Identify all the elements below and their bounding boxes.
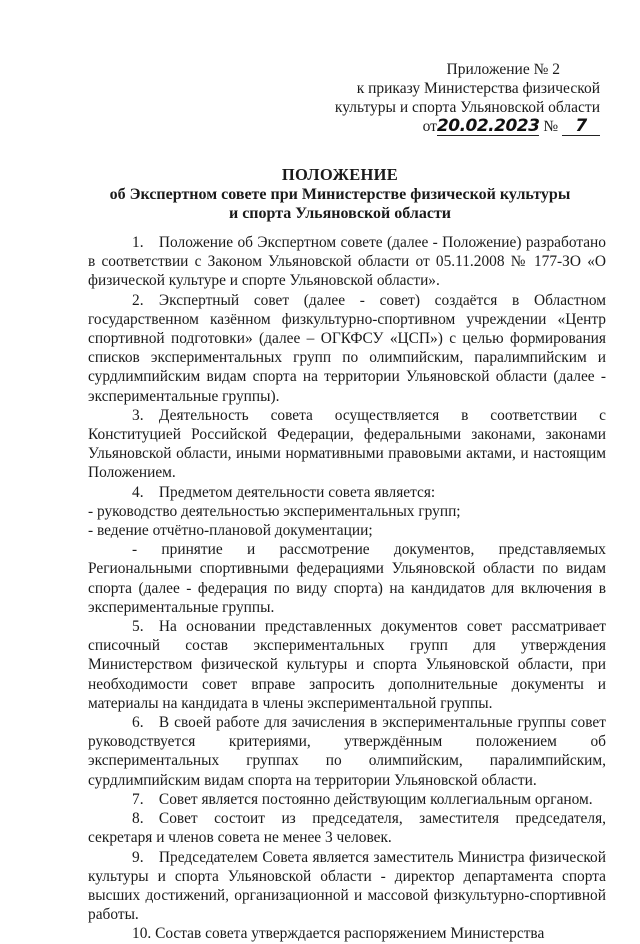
paragraph: 1. Положение об Экспертном совете (далее - Положение) разработано в соответствии с Законом Ульяновской области от 05.11.2008 № 177-ЗО «О физической культуре и спорте Ульяновской области». <box>88 234 606 290</box>
handwritten-number: 7 <box>575 116 587 136</box>
paragraph: 2. Экспертный совет (далее - совет) создаётся в Областном государственном казённом физкультурно-спортивном учреждении «Центр спортивной подготовки» (далее – ОГКФСУ «ЦСП») с целью формирования списков экспериментальных групп по олимпийским, паралимпийским и сурдлимпийским видам спорта на территории Ульяновской области (далее - экспериментальные группы). <box>88 291 606 405</box>
appendix-number: Приложение № 2 <box>446 61 560 78</box>
handwritten-date: 20.02.2023 <box>436 116 540 136</box>
document-body <box>88 233 606 944</box>
list-item: - руководство деятельностью экспериментальных групп; <box>88 502 461 520</box>
appendix-order-line: к приказу Министерства физической <box>356 80 600 97</box>
list-item: - принятие и рассмотрение документов, представляемых Региональными спортивными федерациями Ульяновской области по видам спорта (далее - федерация по виду спорта) на кандидатов для включения в экспериментальные группы. <box>88 541 606 616</box>
title-subtitle-line-1: об Экспертном совете при Министерстве физической культуры <box>109 185 571 203</box>
appendix-header <box>335 60 600 136</box>
paragraph: 5. На основании представленных документов совет рассматривает списочный состав экспериментальных групп для утверждения Министерством физической культуры и спорта Ульяновской области, при необходимости совет вправе запросить дополнительные документы и материалы на кандидата в члены экспериментальной группы. <box>88 618 606 712</box>
number-label: № <box>543 118 559 135</box>
from-label: от <box>422 118 437 135</box>
paragraph: 9. Председателем Совета является заместитель Министра физической культуры и спорта Ульяновской области - директор департамента спорта высших достижений, организационной и массовой физкультурно-спортивной работы. <box>88 848 606 924</box>
title-subtitle-line-2: и спорта Ульяновской области <box>228 205 452 222</box>
title-heading: ПОЛОЖЕНИЕ <box>281 165 399 184</box>
appendix-ministry-line: культуры и спорта Ульяновской области <box>334 99 600 116</box>
paragraph: 8. Совет состоит из председателя, заместителя председателя, секретаря и членов совета не менее 3 человек. <box>88 810 606 847</box>
paragraph: 3. Деятельность совета осуществляется в соответствии с Конституцией Российской Федерации, федеральными законами, законами Ульяновской области, иными нормативными правовыми актами, и настоящим Положением. <box>88 406 606 482</box>
appendix-date-line <box>335 117 600 136</box>
paragraph: 6. В своей работе для зачисления в экспериментальные группы совет руководствуется критериями, утверждённым положением об экспериментальных группах по олимпийским, паралимпийским, сурдлимпийским видам спорта на территории Ульяновской области. <box>88 714 606 789</box>
paragraph: 10. Состав совета утверждается распоряжением Министерства <box>132 925 545 943</box>
document-title <box>60 165 620 224</box>
paragraph: 4. Предметом деятельности совета является: <box>132 483 436 501</box>
paragraph: 7. Совет является постоянно действующим коллегиальным органом. <box>132 790 593 808</box>
list-item: - ведение отчётно-плановой документации; <box>88 522 373 540</box>
